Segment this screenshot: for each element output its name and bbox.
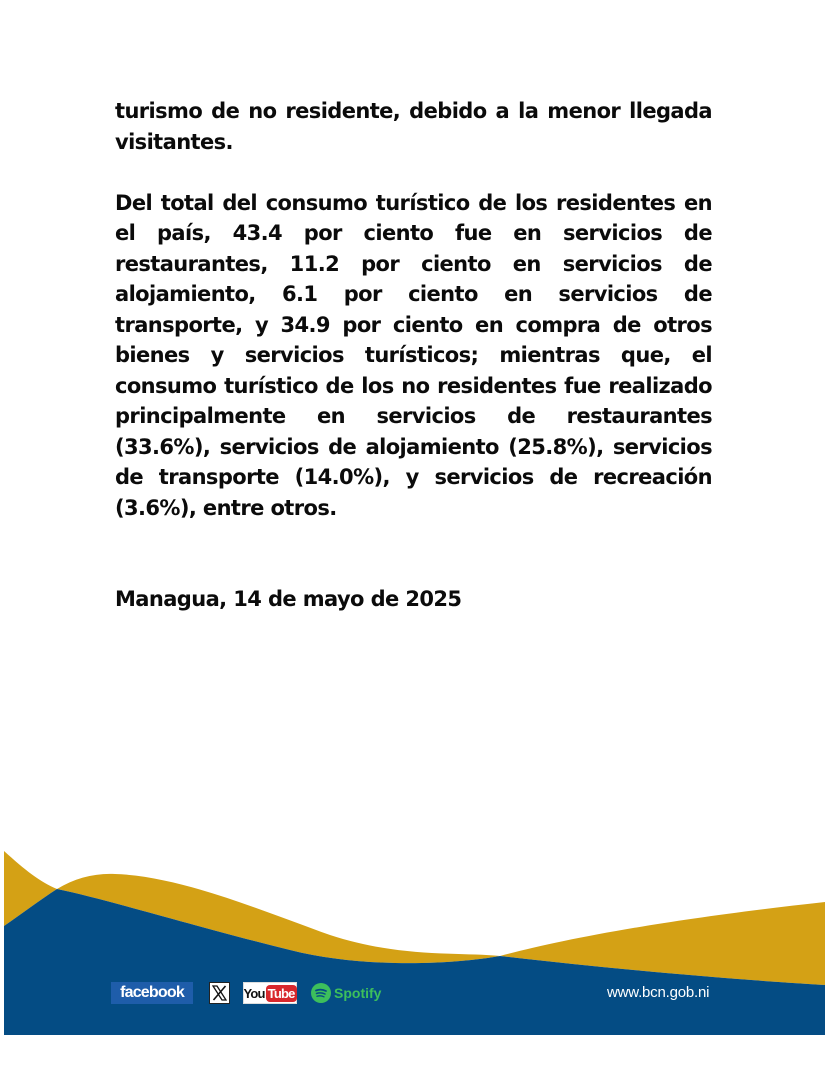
paragraph-tourism-consumption: Del total del consumo turístico de los residentes en el país, 43.4 por ciento fue en servicios de restaurantes, 11.2 por ciento en servicios de alojamiento, 6.1 por ciento en servicios de transporte, y 34.9 por ciento en compra de otros bienes y servicios turísticos; mientras que, el consumo turístico de los no residentes fue realizado principalmente en servicios de restaurantes (33.6%), servicios de alojamiento (25.8%), servicios de transporte (14.0%), y servicios de recreación (3.6%), entre otros. — [115, 190, 712, 520]
x-link[interactable] — [209, 982, 230, 1004]
website-link[interactable]: www.bcn.gob.ni — [607, 984, 710, 1001]
footer-banner — [0, 840, 825, 1068]
spotify-link[interactable] — [311, 983, 381, 1003]
place-date: Managua, 14 de mayo de 2025 — [115, 587, 462, 611]
spotify-icon — [311, 983, 331, 1003]
youtube-link[interactable] — [243, 982, 297, 1004]
x-icon — [212, 985, 227, 1001]
youtube-tube: Tube — [267, 985, 295, 1001]
paragraph-continuation: turismo de no residente, debido a la menor llegada visitantes. — [115, 99, 712, 154]
social-links — [111, 982, 381, 1004]
facebook-link[interactable]: facebook — [111, 982, 193, 1004]
footer-waves — [0, 840, 825, 1068]
document-body — [115, 96, 712, 615]
spotify-label: Spotify — [334, 985, 382, 1001]
youtube-you: You — [243, 985, 265, 1001]
